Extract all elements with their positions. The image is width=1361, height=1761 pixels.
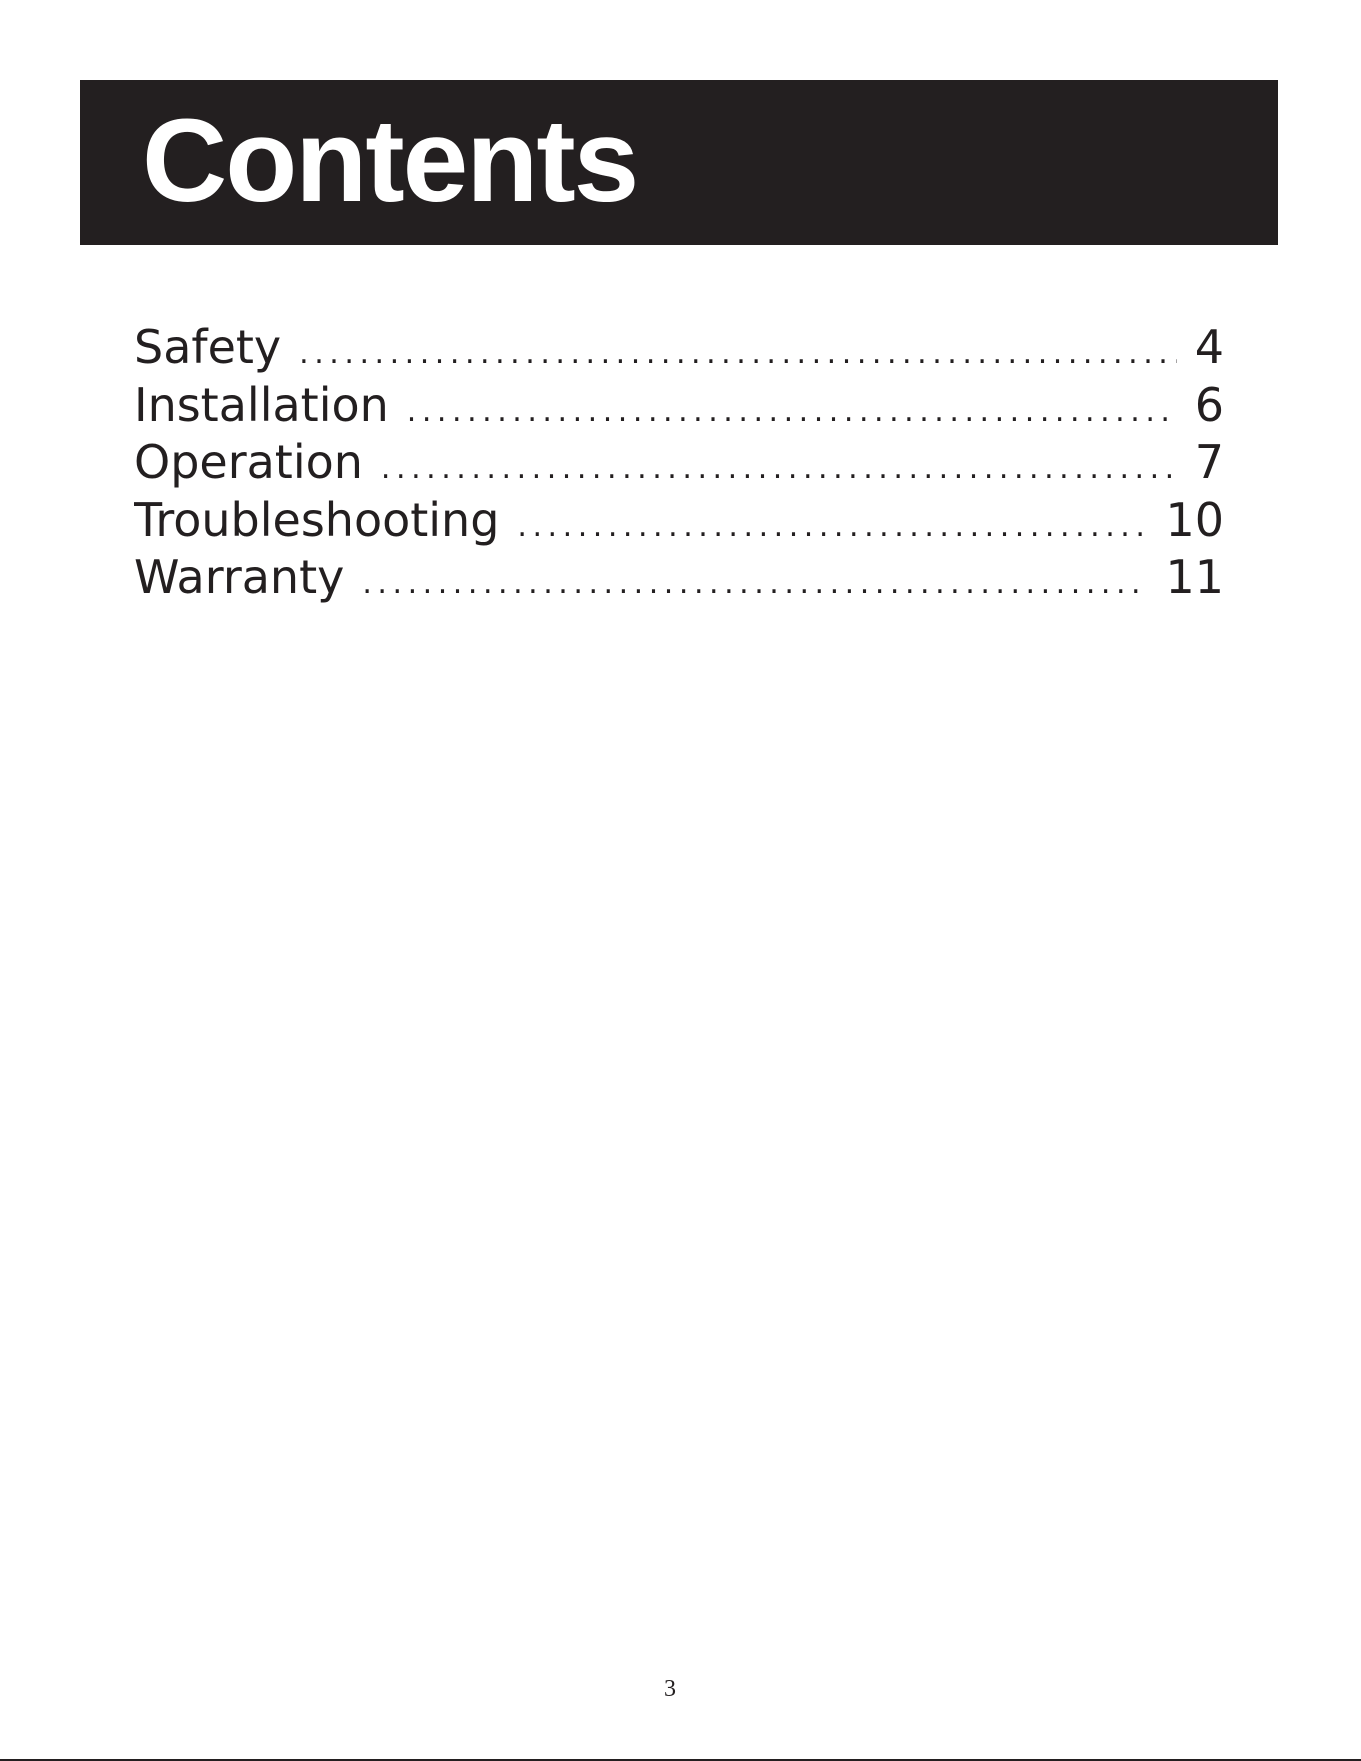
toc-entry-label: Installation — [134, 377, 389, 432]
toc-dot-leader — [299, 336, 1177, 371]
toc-entry-installation[interactable] — [134, 378, 1224, 436]
toc-entry-label: Operation — [134, 435, 363, 489]
table-of-contents — [134, 320, 1224, 608]
toc-entry-page: 10 — [1165, 492, 1224, 547]
toc-entry-page: 11 — [1165, 550, 1224, 604]
toc-dot-leader — [407, 394, 1177, 429]
toc-entry-page: 6 — [1194, 377, 1224, 432]
toc-entry-page: 7 — [1194, 435, 1224, 489]
contents-header-bar — [80, 80, 1278, 245]
toc-entry-troubleshooting[interactable] — [134, 493, 1224, 551]
toc-dot-leader — [517, 509, 1147, 544]
toc-dot-leader — [381, 451, 1177, 486]
toc-dot-leader — [362, 566, 1147, 601]
page-title: Contents — [142, 95, 638, 227]
toc-entry-label: Troubleshooting — [134, 492, 500, 547]
toc-entry-safety[interactable] — [134, 320, 1224, 378]
toc-entry-warranty[interactable] — [134, 550, 1224, 608]
toc-entry-label: Warranty — [134, 550, 345, 604]
toc-entry-operation[interactable] — [134, 435, 1224, 493]
toc-entry-label: Safety — [134, 320, 282, 374]
page-number: 3 — [664, 1676, 676, 1702]
toc-entry-page: 4 — [1194, 320, 1224, 374]
